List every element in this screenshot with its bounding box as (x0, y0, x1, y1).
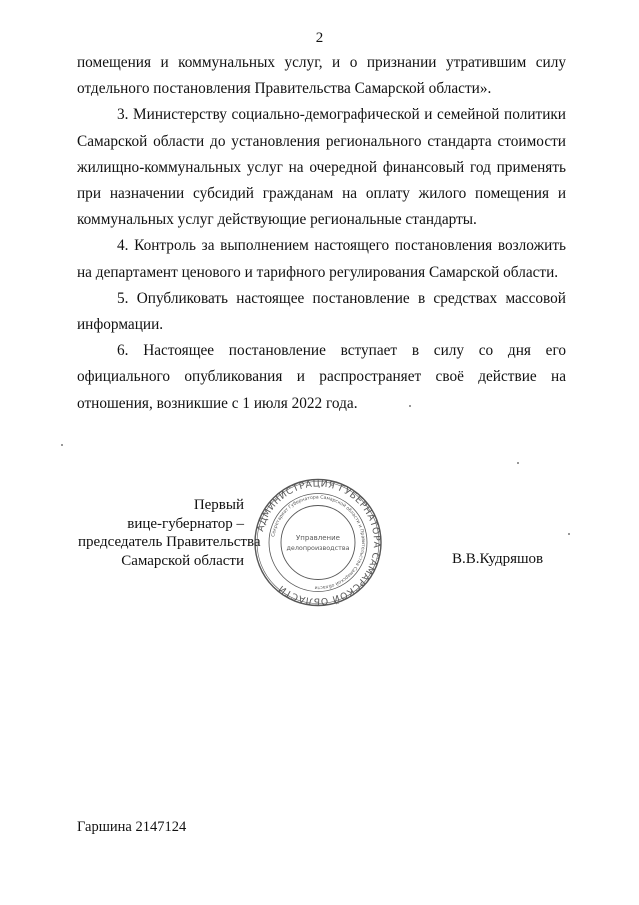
page-number: 2 (315, 30, 324, 46)
scan-speck (568, 533, 570, 535)
signatory-title (78, 496, 261, 570)
stamp-center-line: делопроизводства (286, 544, 350, 552)
paragraph-item-6: 6. Настоящее постановление вступает в силу со дня его официального опубликования и распространяет своё действие на отношения, возникшие с 1 июля 2022 года. (77, 342, 566, 412)
svg-text:Секретариат Губернатора Самарс (270, 495, 365, 590)
stamp-outer-text: АДМИНИСТРАЦИЯ ГУБЕРНАТОРА САМАРСКОЙ ОБЛАСТИ (255, 478, 383, 607)
signatory-title-line: председатель Правительства (78, 534, 261, 550)
executor-reference: Гаршина 2147124 (77, 819, 187, 835)
document-body (77, 50, 566, 417)
signatory-title-line: Самарской области (121, 552, 244, 569)
scan-speck (61, 444, 63, 446)
paragraph-item-5: 5. Опубликовать настоящее постановление в средствах массовой информации. (77, 289, 566, 334)
signatory-name: В.В.Кудряшов (452, 551, 544, 567)
signatory-title-line: вице-губернатор – (127, 515, 244, 532)
stamp-center-line: Управление (296, 534, 340, 542)
paragraph-continuation: помещения и коммунальных услуг, и о признании утратившим силу отдельного постановления Правительства Самарской области». (77, 54, 566, 98)
scan-speck (409, 405, 411, 407)
official-seal-stamp (253, 475, 383, 610)
stamp-inner-text: Секретариат Губернатора Самарской области и Правительства Самарской области (271, 495, 366, 590)
paragraph-item-3: 3. Министерству социально-демографической и семейной политики Самарской области до установления регионального стандарта стоимости жилищно-коммунальных услуг на очередной финансовый год применять при назначении субсидий гражданам на оплату жилого помещения и коммунальных услуг действующие региональные стандарты. (77, 106, 566, 229)
paragraph-item-4: 4. Контроль за выполнением настоящего постановления возложить на департамент ценового и тарифного регулирования Самарской области. (77, 237, 566, 281)
scan-speck (517, 462, 519, 464)
signatory-title-line: Первый (193, 497, 244, 513)
